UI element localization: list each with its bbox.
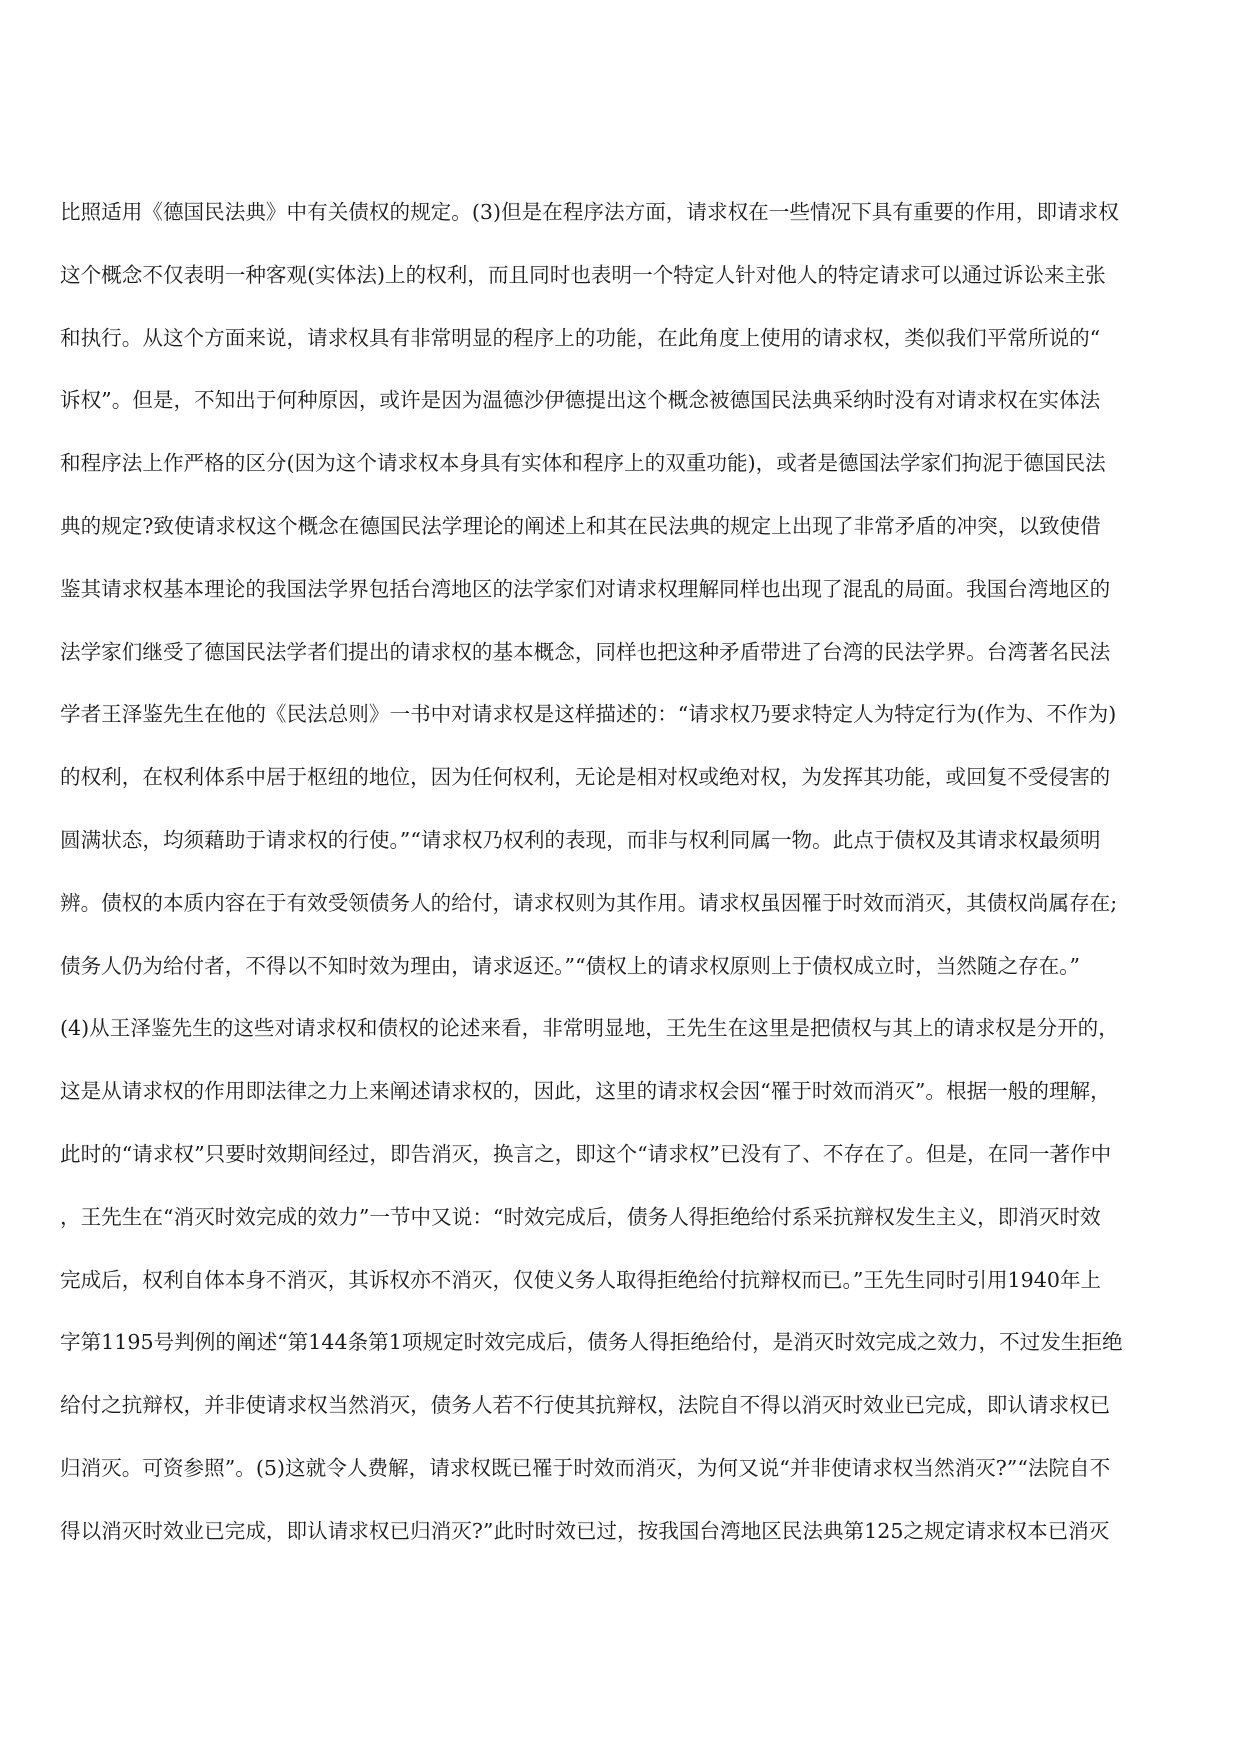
text-line: 圆满状态，均须藉助于请求权的行使。”“请求权乃权利的表现，而非与权利同属一物。此点于债权及其请求权最须明 bbox=[60, 827, 1101, 852]
text-line: 学者王泽鉴先生在他的《民法总则》一书中对请求权是这样描述的：“请求权乃要求特定人为特定行为(作为、不作为) bbox=[60, 702, 1117, 727]
text-line: (4)从王泽鉴先生的这些对请求权和债权的论述来看，非常明显地，王先生在这里是把债权与其上的请求权是分开的， bbox=[60, 1016, 1119, 1041]
text-line: 这个概念不仅表明一种客观(实体法)上的权利，而且同时也表明一个特定人针对他人的特定请求可以通过诉讼来主张 bbox=[60, 262, 1106, 287]
text-line: 字第1195号判例的阐述“第144条第1项规定时效完成后，债务人得拒绝给付，是消灭时效完成之效力，不过发生拒绝 bbox=[60, 1330, 1123, 1355]
text-line: 给付之抗辩权，并非使请求权当然消灭，债务人若不行使其抗辩权，法院自不得以消灭时效业已完成，即认请求权已 bbox=[60, 1393, 1111, 1418]
text-line: 和程序法上作严格的区分(因为这个请求权本身具有实体和程序上的双重功能)，或者是德国法学家们拘泥于德国民法 bbox=[60, 451, 1106, 476]
text-line: 此时的“请求权”只要时效期间经过，即告消灭，换言之，即这个“请求权”已没有了、不存在了。但是，在同一著作中 bbox=[60, 1141, 1112, 1166]
text-line: 完成后，权利自体本身不消灭，其诉权亦不消灭，仅使义务人取得拒绝给付抗辩权而已。”王先生同时引用1940年上 bbox=[60, 1267, 1102, 1292]
text-line: 债务人仍为给付者，不得以不知时效为理由，请求返还。”“债权上的请求权原则上于债权成立时，当然随之存在。” bbox=[60, 953, 1081, 978]
text-line: 诉权”。但是，不知出于何种原因，或许是因为温德沙伊德提出这个概念被德国民法典采纳时没有对请求权在实体法 bbox=[60, 388, 1101, 413]
text-line: 的权利，在权利体系中居于枢纽的地位，因为任何权利，无论是相对权或绝对权，为发挥其功能，或回复不受侵害的 bbox=[60, 765, 1111, 790]
text-line: 比照适用《德国民法典》中有关债权的规定。(3)但是在程序法方面，请求权在一些情况下具有重要的作用，即请求权 bbox=[60, 200, 1119, 224]
text-line: 辨。债权的本质内容在于有效受领债务人的给付，请求权则为其作用。请求权虽因罹于时效而消灭，其债权尚属存在; bbox=[60, 890, 1118, 915]
text-line: 归消灭。可资参照”。(5)这就令人费解，请求权既已罹于时效而消灭，为何又说“并非使请求权当然消灭?”“法院自不 bbox=[60, 1455, 1111, 1480]
text-line: 法学家们继受了德国民法学者们提出的请求权的基本概念，同样也把这种矛盾带进了台湾的民法学界。台湾著名民法 bbox=[60, 639, 1111, 664]
text-line: 典的规定?致使请求权这个概念在德国民法学理论的阐述上和其在民法典的规定上出现了非常矛盾的冲突，以致使借 bbox=[60, 513, 1101, 538]
text-line: ，王先生在“消灭时效完成的效力”一节中又说：“时效完成后，债务人得拒绝给付系采抗辩权发生主义，即消灭时效 bbox=[60, 1204, 1101, 1229]
text-line: 鉴其请求权基本理论的我国法学界包括台湾地区的法学家们对请求权理解同样也出现了混乱的局面。我国台湾地区的 bbox=[60, 576, 1111, 601]
body-text bbox=[60, 198, 1185, 1580]
text-line: 这是从请求权的作用即法律之力上来阐述请求权的，因此，这里的请求权会因“罹于时效而消灭”。根据一般的理解， bbox=[60, 1079, 1111, 1104]
text-line: 和执行。从这个方面来说，请求权具有非常明显的程序上的功能，在此角度上使用的请求权，类似我们平常所说的“ bbox=[60, 325, 1101, 350]
text-line: 得以消灭时效业已完成，即认请求权已归消灭?”此时时效已过，按我国台湾地区民法典第125之规定请求权本已消灭 bbox=[60, 1518, 1110, 1543]
